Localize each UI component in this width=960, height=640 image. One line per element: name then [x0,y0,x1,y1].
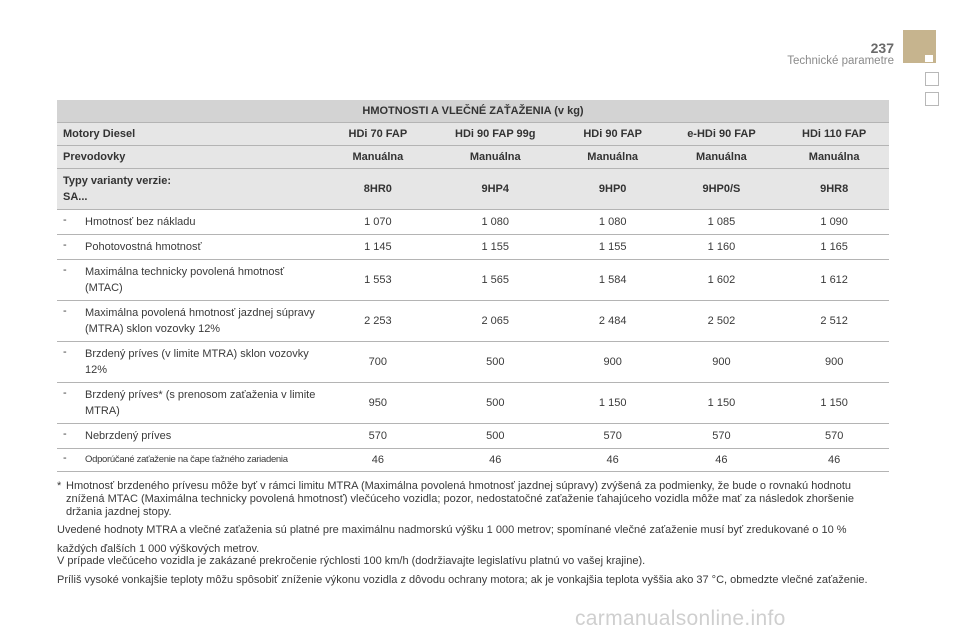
gearbox-cell: Manuálna [664,146,780,169]
value-cell: 2 253 [327,301,429,342]
row-label [57,210,327,235]
row-label-text: Hmotnosť bez nákladu [85,216,196,228]
value-cell: 1 160 [664,235,780,260]
value-cell: 1 150 [664,383,780,424]
row-dash: - [63,214,67,226]
value-cell: 1 584 [562,260,664,301]
table-row [57,235,889,260]
value-cell: 1 085 [664,210,780,235]
variant-cell: 9HP0/S [664,169,780,210]
row-label-text: Brzdený príves (v limite MTRA) sklon vozovky 12% [85,348,309,376]
value-cell: 2 065 [429,301,562,342]
value-cell: 46 [327,449,429,472]
engine-cell: e-HDi 90 FAP [664,123,780,146]
engines-row [57,123,889,146]
value-cell: 500 [429,424,562,449]
variants-row [57,169,889,210]
value-cell: 1 565 [429,260,562,301]
table-row [57,260,889,301]
row-dash: - [63,387,67,399]
value-cell: 500 [429,383,562,424]
row-label [57,342,327,383]
footnote-asterisk: * [57,480,62,492]
paragraph-temperature-note: Príliš vysoké vonkajšie teploty môžu spôsobiť zníženie výkonu vozidla z dôvodu ochrany motora; ak je vonkajšia teplota vyššia ako 37 °C, obmedzte vlečné zaťaženie. [57,574,868,586]
value-cell: 950 [327,383,429,424]
row-label [57,235,327,260]
section-title: Technické parametre [787,55,894,67]
value-cell: 2 512 [779,301,889,342]
value-cell: 1 145 [327,235,429,260]
chapter-box-empty [925,92,939,106]
value-cell: 900 [779,342,889,383]
value-cell: 900 [664,342,780,383]
row-label [57,383,327,424]
value-cell: 1 165 [779,235,889,260]
row-dash: - [63,346,67,358]
row-label-text: Maximálna povolená hmotnosť jazdnej súpravy (MTRA) sklon vozovky 12% [85,307,315,335]
value-cell: 1 090 [779,210,889,235]
value-cell: 1 150 [562,383,664,424]
value-cell: 46 [562,449,664,472]
gearbox-cell: Manuálna [562,146,664,169]
value-cell: 1 155 [429,235,562,260]
gearbox-cell: Manuálna [429,146,562,169]
row-dash: - [63,452,67,464]
row-label [57,449,327,472]
value-cell: 1 080 [562,210,664,235]
page-number: 237 [870,40,894,56]
variant-cell: 8HR0 [327,169,429,210]
value-cell: 1 602 [664,260,780,301]
gearbox-cell: Manuálna [779,146,889,169]
table-row [57,449,889,472]
row-label-text: Maximálna technicky povolená hmotnosť (MTAC) [85,266,285,294]
footnote-text: Hmotnosť brzdeného prívesu môže byť v rámci limitu MTRA (Maximálna povolená hmotnosť jazdnej súpravy) zvýšená za podmienky, že bude o rovnakú hodnotu znížená MTAC (Maximálna technicky povolená hmotnosť) vlečúceho vozidla; pozor, nedostatočné zaťaženie ťahajúceho vozidla môže mať za následok zhoršenie držania jazdnej stopy. [66,480,854,518]
value-cell: 570 [327,424,429,449]
row-dash: - [63,264,67,276]
value-cell: 1 612 [779,260,889,301]
engine-cell: HDi 90 FAP 99g [429,123,562,146]
gearboxes-row [57,146,889,169]
row-dash: - [63,428,67,440]
value-cell: 570 [779,424,889,449]
engines-label: Motory Diesel [57,123,327,146]
value-cell: 500 [429,342,562,383]
row-label-text: Pohotovostná hmotnosť [85,241,202,253]
row-dash: - [63,305,67,317]
watermark: carmanualsonline.info [575,607,786,630]
table-row [57,424,889,449]
value-cell: 570 [562,424,664,449]
gearboxes-label: Prevodovky [57,146,327,169]
row-label-text: Brzdený príves* (s prenosom zaťaženia v limite MTRA) [85,389,316,417]
weights-table [57,100,889,472]
value-cell: 2 484 [562,301,664,342]
paragraph-speed-note: V prípade vlečúceho vozidla je zakázané prekročenie rýchlosti 100 km/h (dodržiavajte legislatívu platnú vo vašej krajine). [57,555,646,567]
row-label [57,424,327,449]
table-row [57,342,889,383]
variant-cell: 9HP4 [429,169,562,210]
value-cell: 900 [562,342,664,383]
value-cell: 1 080 [429,210,562,235]
table-title: HMOTNOSTI A VLEČNÉ ZAŤAŽENIA (v kg) [57,100,889,123]
variants-label [57,169,327,210]
value-cell: 46 [664,449,780,472]
table-title-row [57,100,889,123]
variant-cell: 9HR8 [779,169,889,210]
value-cell: 570 [664,424,780,449]
variant-cell: 9HP0 [562,169,664,210]
engine-cell: HDi 110 FAP [779,123,889,146]
engine-cell: HDi 90 FAP [562,123,664,146]
row-label [57,260,327,301]
value-cell: 1 553 [327,260,429,301]
chapter-tab-dot [925,55,933,62]
value-cell: 1 070 [327,210,429,235]
table-row [57,383,889,424]
table-row [57,210,889,235]
variants-label-line-1: Typy varianty verzie: [63,175,172,187]
value-cell: 2 502 [664,301,780,342]
paragraph-altitude-note: Uvedené hodnoty MTRA a vlečné zaťaženia sú platné pre maximálnu nadmorskú výšku 1 000 metrov; spomínané vlečné zaťaženie musí byť zredukované o 10 % každých ďalších 1 000 výškových metrov. [57,524,847,555]
footnote [57,480,887,519]
row-label [57,301,327,342]
value-cell: 700 [327,342,429,383]
value-cell: 46 [429,449,562,472]
gearbox-cell: Manuálna [327,146,429,169]
row-label-text: Odporúčané zaťaženie na čape ťažného zariadenia [85,454,288,465]
row-dash: - [63,239,67,251]
value-cell: 1 150 [779,383,889,424]
engine-cell: HDi 70 FAP [327,123,429,146]
row-label-text: Nebrzdený príves [85,430,172,442]
table-row [57,301,889,342]
variants-label-line-2: SA... [63,191,88,203]
value-cell: 46 [779,449,889,472]
value-cell: 1 155 [562,235,664,260]
chapter-box-empty [925,72,939,86]
